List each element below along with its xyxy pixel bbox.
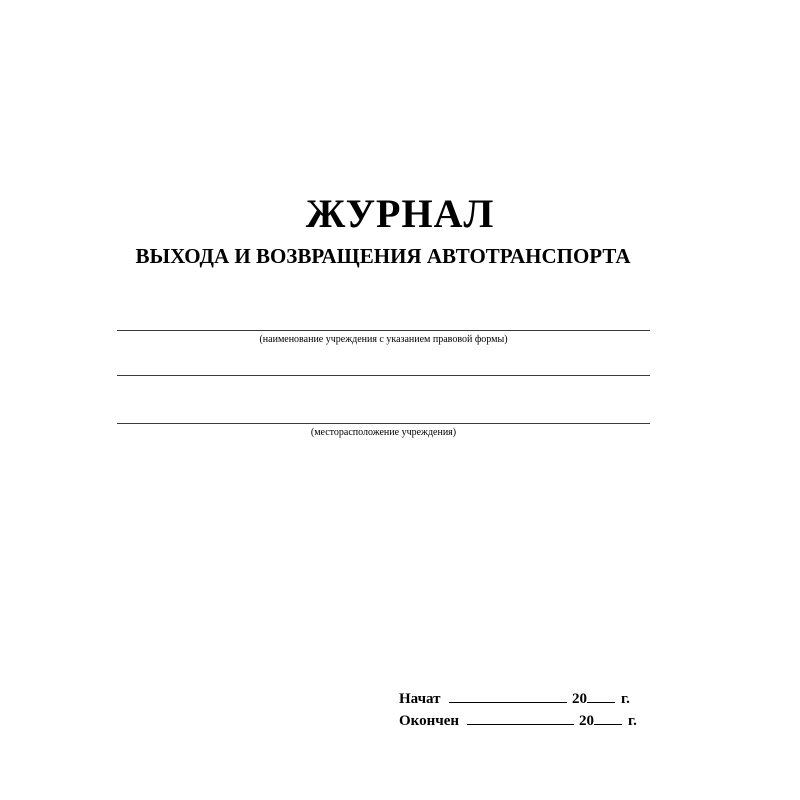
finished-date-blank [467,710,574,725]
institution-name-caption: (наименование учреждения с указанием правовой формы) [259,334,508,345]
finished-date-row [399,710,637,732]
document-title: ЖУРНАЛ [305,191,495,236]
institution-name-line [117,330,650,331]
finished-label: Окончен [399,713,460,729]
journal-dates-block [399,688,637,732]
started-year-suffix: г. [621,691,630,707]
started-date-row [399,688,637,710]
finished-year-prefix: 20 [579,713,594,729]
document-subtitle: ВЫХОДА И ВОЗВРАЩЕНИЯ АВТОТРАНСПОРТА [135,244,631,268]
started-year-blank [587,688,615,703]
finished-year-suffix: г. [628,713,637,729]
started-date-blank [449,688,567,703]
started-year-prefix: 20 [572,691,587,707]
institution-location-caption: (месторасположение учреждения) [310,427,457,438]
institution-location-line [117,423,650,424]
finished-year-blank [594,710,622,725]
institution-name-line-2 [117,375,650,376]
started-label: Начат [399,691,441,707]
